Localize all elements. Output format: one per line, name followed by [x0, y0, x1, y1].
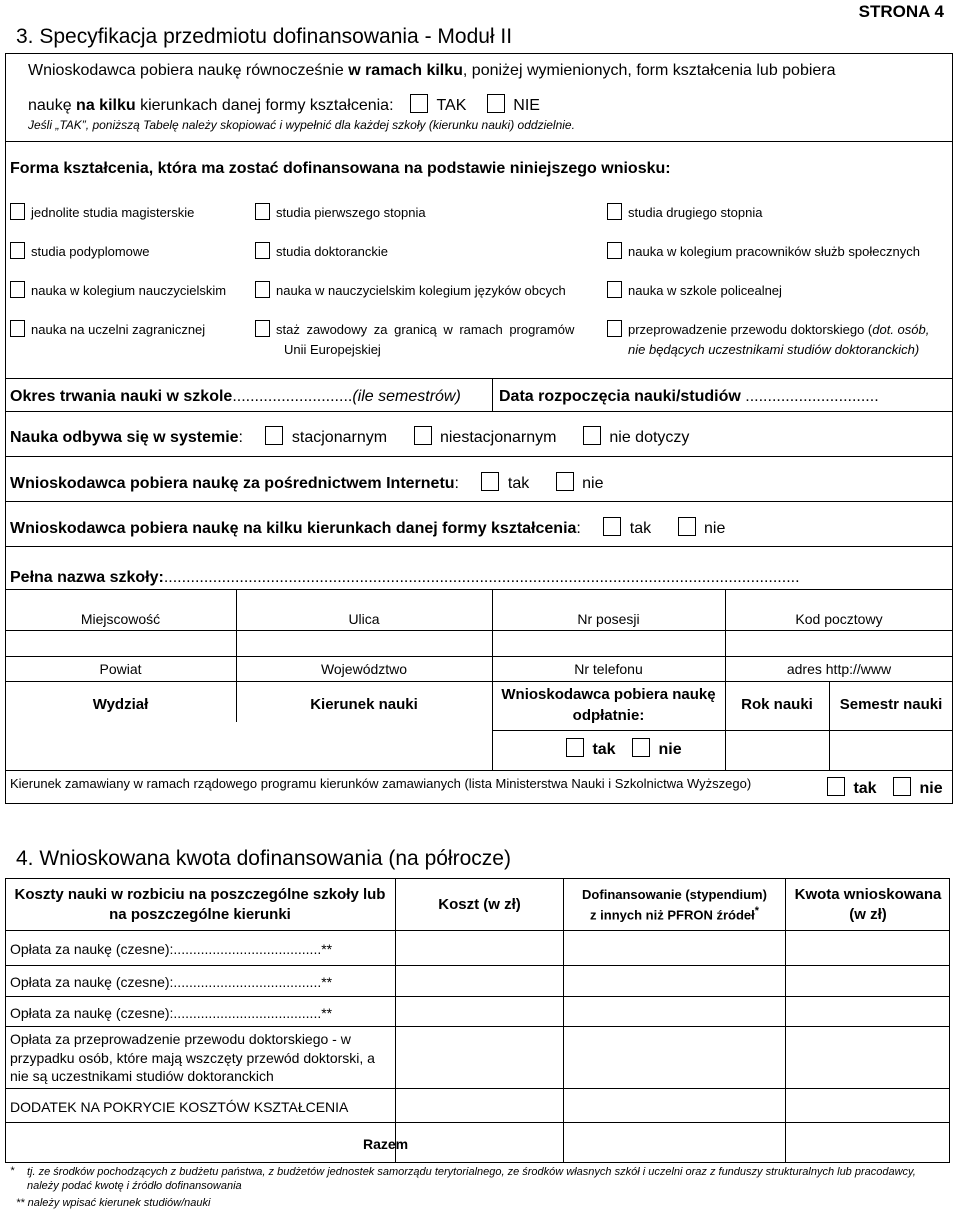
form-option-eu-internship[interactable]: staż zawodowy za granicą w ramach programów Unii Europejskiej [255, 320, 600, 360]
paid-yes-checkbox[interactable] [566, 738, 584, 757]
multi-yes-checkbox[interactable] [410, 94, 428, 113]
footnote-1-mark: * [10, 1165, 15, 1177]
addr2-header-voivodeship: Województwo [320, 660, 408, 677]
form-option-social-college[interactable]: nauka w kolegium pracowników służb społecznych [607, 242, 920, 262]
addr-header-postcode: Kod pocztowy [795, 610, 883, 627]
multi-direction-no-checkbox[interactable] [678, 517, 696, 536]
checkbox[interactable] [10, 281, 25, 298]
school-name-field[interactable]: Pełna nazwa szkoły:............................................................................................................................................... [10, 569, 800, 586]
system-na-checkbox[interactable] [583, 426, 601, 445]
multi-direction-row: Wnioskodawca pobiera naukę na kilku kierunkach danej formy kształcenia: tak nie [10, 517, 725, 538]
footnote-2: ** należy wpisać kierunek studiów/nauki [16, 1197, 211, 1209]
dept-header-semester: Semestr nauki [839, 696, 943, 714]
checkbox[interactable] [10, 203, 25, 220]
checkbox[interactable] [10, 242, 25, 259]
checkbox[interactable] [607, 242, 622, 259]
footnote-1: tj. ze środków pochodzących z budżetu państwa, z budżetów jednostek samorządu terytorialnego, ze środków własnych szkół i uczelni oraz z funduszy strukturalnych lub pracodawcy, należy podać kwotę i źródło dofinansowania [27, 1166, 916, 1192]
form-option-second-cycle[interactable]: studia drugiego stopnia [607, 203, 762, 223]
s4-row-tuition-3: Opłata za naukę (czesne):......................................** [10, 1005, 333, 1021]
addr-header-street: Ulica [348, 610, 380, 627]
s4-row-tuition-2: Opłata za naukę (czesne):......................................** [10, 974, 333, 990]
intro-line2: naukę na kilku kierunkach danej formy kształcenia: TAK NIE [28, 94, 540, 115]
checkbox[interactable] [255, 281, 270, 298]
internet-yes-checkbox[interactable] [481, 472, 499, 491]
checkbox[interactable] [10, 320, 25, 337]
system-row: Nauka odbywa się w systemie: stacjonarnym niestacjonarnym nie dotyczy [10, 426, 689, 447]
checkbox[interactable] [607, 281, 622, 298]
form-option-doctoral[interactable]: studia doktoranckie [255, 242, 388, 262]
ordered-direction-label: Kierunek zamawiany w ramach rządowego programu kierunków zamawianych (lista Ministerstwa Nauki i Szkolnictwa Wyższego) [10, 776, 752, 791]
ordered-yes-checkbox[interactable] [827, 777, 845, 796]
s4-header-costs: Koszty nauki w rozbiciu na poszczególne szkoły lub na poszczególne kierunki [14, 885, 386, 923]
dept-header-direction: Kierunek nauki [310, 696, 418, 714]
form-option-language-college[interactable]: nauka w nauczycielskim kolegium języków obcych [255, 281, 566, 301]
dept-header-year: Rok nauki [741, 696, 813, 714]
section4-title: 4. Wnioskowana kwota dofinansowania (na półrocze) [16, 847, 511, 870]
s4-header-cost: Koszt (w zł) [438, 895, 521, 913]
system-full-time-checkbox[interactable] [265, 426, 283, 445]
s4-header-cofinancing: Dofinansowanie (stypendium) z innych niż PFRON źródeł* [582, 887, 767, 923]
dept-header-paid: Wnioskodawca pobiera naukę odpłatnie: [501, 686, 716, 724]
form-option-foreign-university[interactable]: nauka na uczelni zagranicznej [10, 320, 205, 340]
checkbox[interactable] [607, 320, 622, 337]
form-option-integrated-masters[interactable]: jednolite studia magisterskie [10, 203, 194, 223]
addr2-header-phone: Nr telefonu [574, 660, 643, 677]
addr-header-number: Nr posesji [577, 610, 640, 627]
checkbox[interactable] [255, 203, 270, 220]
internet-row: Wnioskodawca pobiera naukę za pośrednictwem Internetu: tak nie [10, 472, 604, 493]
multi-no-checkbox[interactable] [487, 94, 505, 113]
s4-total-label: Razem [363, 1136, 409, 1152]
form-option-postgraduate[interactable]: studia podyplomowe [10, 242, 150, 262]
form-option-first-cycle[interactable]: studia pierwszego stopnia [255, 203, 426, 223]
checkbox[interactable] [255, 320, 270, 337]
multi-direction-yes-checkbox[interactable] [603, 517, 621, 536]
ordered-no-checkbox[interactable] [893, 777, 911, 796]
checkbox[interactable] [607, 203, 622, 220]
checkbox[interactable] [255, 242, 270, 259]
duration-field[interactable]: Okres trwania nauki w szkole...........................(ile semestrów) [10, 388, 461, 405]
intro-line1: Wnioskodawca pobiera naukę równocześnie w ramach kilku, poniżej wymienionych, form kształcenia lub pobiera [28, 62, 836, 79]
start-date-field[interactable]: Data rozpoczęcia nauki/studiów .............................. [499, 388, 879, 405]
s4-row-allowance: DODATEK NA POKRYCIE KOSZTÓW KSZTAŁCENIA [10, 1099, 349, 1115]
addr2-header-website: adres http://www [786, 660, 892, 677]
multi-no-label: NIE [513, 97, 540, 114]
form-option-teacher-college[interactable]: nauka w kolegium nauczycielskim [10, 281, 226, 301]
paid-no-checkbox[interactable] [632, 738, 650, 757]
dept-header-faculty: Wydział [92, 696, 149, 714]
form-option-doctoral-procedure[interactable]: przeprowadzenie przewodu doktorskiego (dot. osób, nie będących uczestnikami studiów doktoranckich) [607, 320, 952, 360]
multi-yes-label: TAK [436, 97, 467, 114]
intro-note: Jeśli „TAK”, poniższą Tabelę należy skopiować i wypełnić dla każdej szkoły (kierunku nauki) oddzielnie. [28, 118, 575, 132]
form-heading: Forma kształcenia, która ma zostać dofinansowana na podstawie niniejszego wniosku: [10, 160, 671, 177]
addr2-header-county: Powiat [99, 660, 142, 677]
paid-row: tak nie [566, 738, 682, 759]
s4-row-doctoral: Opłata za przeprowadzenie przewodu doktorskiego - w przypadku osób, które mają wszczęty przewód doktorski, a nie są uczestnikami studiów doktoranckich [10, 1031, 375, 1084]
form-option-post-secondary[interactable]: nauka w szkole policealnej [607, 281, 782, 301]
s4-row-tuition-1: Opłata za naukę (czesne):......................................** [10, 941, 333, 957]
internet-no-checkbox[interactable] [556, 472, 574, 491]
addr-header-city: Miejscowość [80, 610, 161, 627]
ordered-direction-row: tak nie [827, 777, 943, 798]
page-label: STRONA 4 [858, 2, 944, 21]
section3-title: 3. Specyfikacja przedmiotu dofinansowania - Moduł II [16, 25, 513, 48]
s4-header-requested: Kwota wnioskowana (w zł) [794, 885, 942, 923]
system-part-time-checkbox[interactable] [414, 426, 432, 445]
